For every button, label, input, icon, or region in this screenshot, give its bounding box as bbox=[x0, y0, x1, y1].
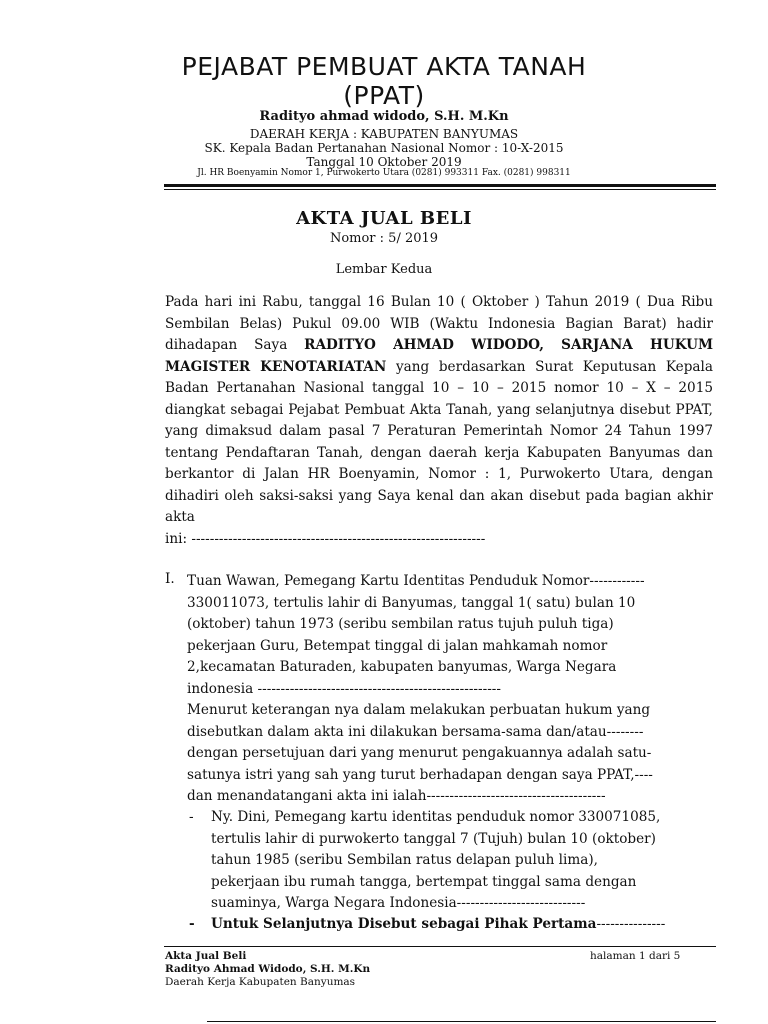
spouse-line: tahun 1985 (seribu Sembilan ratus delapan puluh lima), bbox=[211, 852, 598, 868]
office-address: Jl. HR Boenyamin Nomor 1, Purwokerto Utara (0281) 993311 Fax. (0281) 998311 bbox=[197, 168, 571, 178]
party-line: 330011073, tertulis lahir di Banyumas, tanggal 1( satu) bulan 10 bbox=[187, 594, 636, 611]
document-sheet: Lembar Kedua bbox=[335, 262, 433, 277]
section-numeral: I. bbox=[165, 571, 175, 587]
page-indicator: halaman 1 dari 5 bbox=[590, 950, 681, 962]
sk-date: Tanggal 10 Oktober 2019 bbox=[306, 155, 462, 169]
document-title: AKTA JUAL BELI bbox=[296, 208, 472, 229]
ppat-name: RADITYO AHMAD WIDODO, SARJANA HUKUM MAGISTER KENOTARIATAN bbox=[165, 337, 713, 375]
party-line: satunya istri yang sah yang turut berhadapan dengan saya PPAT,---- bbox=[187, 766, 653, 783]
party-line: indonesia ----------------------------------------------------- bbox=[187, 680, 501, 697]
party-line: pekerjaan Guru, Betempat tinggal di jalan mahkamah nomor bbox=[187, 637, 608, 654]
opening-text: Pada hari ini Rabu, tanggal 16 Bulan 10 ( Oktober ) Tahun 2019 ( Dua Ribu Sembilan Belas) Pukul 09.00 WIB (Waktu Indonesia Bagian Barat) hadir dihadapan Saya bbox=[165, 294, 713, 353]
designation-dashes: --------------- bbox=[596, 916, 666, 932]
header-thin-divider bbox=[164, 189, 716, 190]
opening-text-cont: yang berdasarkan Surat Keputusan Kepala Badan Pertanahan Nasional tanggal 10 – 10 – 2015 nomor 10 – X – 2015 diangkat sebagai Pejabat Pembuat Akta Tanah, yang selanjutnya disebut PPAT, yang dimaksud dalam pasal 7 Peraturan Pemerintah Nomor 24 Tahun 1997 tentang Pendaftaran Tanah, dengan daerah kerja Kabupaten Banyumas dan berkantor di Jalan HR Boenyamin, Nomor : 1, Purwokerto Utara, dengan dihadiri oleh saksi-saksi yang Saya kenal dan akan disebut pada bagian akhir akta bbox=[165, 358, 713, 525]
designation-entry bbox=[189, 914, 717, 936]
official-name: Radityo ahmad widodo, S.H. M.Kn bbox=[259, 109, 509, 124]
party-line: dengan persetujuan dari yang menurut pengakuannya adalah satu- bbox=[187, 745, 652, 761]
opening-last-line: ini: ---------------------------------------------------------------- bbox=[165, 530, 486, 547]
party-line: (oktober) tahun 1973 (seribu sembilan ratus tujuh puluh tiga) bbox=[187, 616, 614, 632]
spouse-entry bbox=[189, 807, 717, 915]
opening-paragraph bbox=[165, 292, 713, 550]
footer-official: Radityo Ahmad Widodo, S.H. M.Kn bbox=[165, 963, 371, 975]
office-title bbox=[0, 52, 768, 110]
spouse-line: Ny. Dini, Pemegang kartu identitas penduduk nomor 330071085, bbox=[211, 809, 661, 825]
spouse-line: suaminya, Warga Negara Indonesia---------------------------- bbox=[211, 895, 586, 911]
designation-bullet: - bbox=[189, 916, 195, 932]
footer-area: Daerah Kerja Kabupaten Banyumas bbox=[165, 976, 356, 988]
spouse-bullet: - bbox=[189, 809, 194, 825]
party-line: 2,kecamatan Baturaden, kabupaten banyumas, Warga Negara bbox=[187, 659, 617, 675]
footer-divider bbox=[164, 946, 716, 947]
party-line: dan menandatangani akta ini ialah--------------------------------------- bbox=[187, 788, 606, 804]
document-number: Nomor : 5/ 2019 bbox=[329, 231, 439, 246]
spouse-line: pekerjaan ibu rumah tangga, bertempat tinggal sama dengan bbox=[211, 873, 637, 890]
party-line: Menurut keterangan nya dalam melakukan perbuatan hukum yang bbox=[187, 702, 651, 718]
designation-label: Untuk Selanjutnya Disebut sebagai Pihak Pertama bbox=[211, 916, 597, 932]
party-line: Tuan Wawan, Pemegang Kartu Identitas Penduduk Nomor------------ bbox=[187, 573, 645, 589]
office-title-line1: PEJABAT PEMBUAT AKTA TANAH bbox=[181, 52, 587, 81]
work-area: DAERAH KERJA : KABUPATEN BANYUMAS bbox=[249, 127, 519, 141]
footer-doc-name: Akta Jual Beli bbox=[165, 950, 247, 962]
office-title-line2: (PPAT) bbox=[343, 81, 425, 110]
party-first-body bbox=[187, 571, 717, 808]
spouse-line: tertulis lahir di purwokerto tanggal 7 (Tujuh) bulan 10 (oktober) bbox=[211, 830, 656, 847]
header-thick-divider bbox=[164, 184, 716, 187]
footer-info bbox=[165, 950, 370, 989]
party-line: disebutkan dalam akta ini dilakukan bersama-sama dan/atau-------- bbox=[187, 723, 644, 740]
bottom-divider bbox=[207, 1021, 716, 1022]
sk-reference: SK. Kepala Badan Pertanahan Nasional Nomor : 10-X-2015 bbox=[204, 141, 564, 155]
